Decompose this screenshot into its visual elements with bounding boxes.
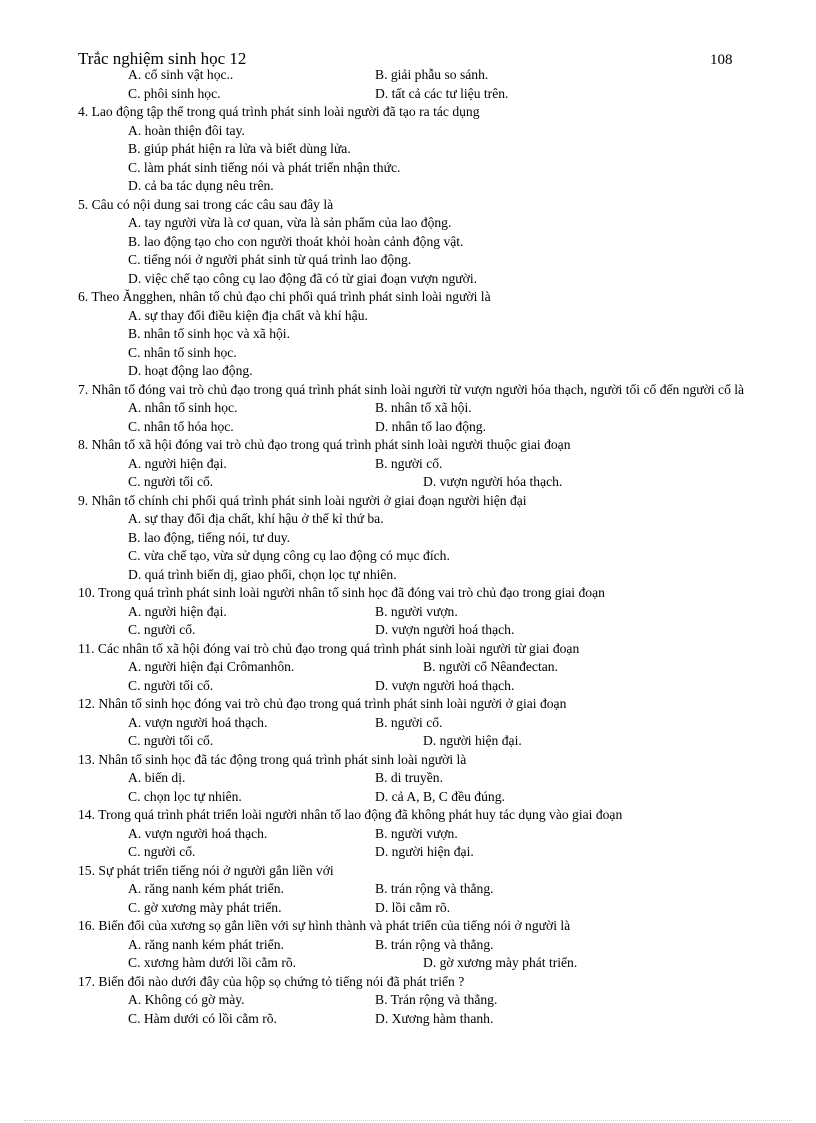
option: B. trán rộng và thẳng. bbox=[375, 936, 494, 952]
question-stem: 7. Nhân tố đóng vai trò chủ đạo trong quá trình phát sinh loài người từ vượn người hóa thạch, người tối cổ đến người cổ là bbox=[78, 381, 745, 397]
option: A. người hiện đại Crômanhôn. bbox=[128, 659, 295, 674]
option-row bbox=[78, 825, 748, 844]
option: B. Trán rộng và thẳng. bbox=[375, 992, 498, 1007]
question-stem: 6. Theo Ăngghen, nhân tố chủ đạo chi phối quá trình phát sinh loài người là bbox=[78, 289, 491, 304]
page-bottom-rule bbox=[24, 1120, 792, 1121]
option: D. người hiện đại. bbox=[375, 844, 474, 859]
option: B. giúp phát hiện ra lửa và biết dùng lửa. bbox=[128, 141, 351, 156]
option: C. xương hàm dưới lồi cằm rõ. bbox=[128, 955, 297, 970]
option-row bbox=[78, 954, 748, 973]
question-stem: 9. Nhân tố chính chi phối quá trình phát sinh loài người ở giai đoạn người hiện đại bbox=[78, 492, 527, 508]
question-stem: 11. Các nhân tố xã hội đóng vai trò chủ đạo trong quá trình phát sinh loài người từ giai đoạn bbox=[78, 640, 580, 656]
option: A. hoàn thiện đôi tay. bbox=[128, 122, 245, 138]
option: A. người hiện đại. bbox=[128, 455, 227, 471]
option: B. nhân tố sinh học và xã hội. bbox=[128, 326, 290, 341]
option: D. người hiện đại. bbox=[423, 733, 522, 748]
question-stem: 17. Biến đổi nào dưới đây của hộp sọ chứng tỏ tiếng nói đã phát triển ? bbox=[78, 973, 465, 989]
question-stem: 4. Lao động tập thể trong quá trình phát sinh loài người đã tạo ra tác dụng bbox=[78, 104, 480, 119]
option: B. trán rộng và thẳng. bbox=[375, 881, 494, 896]
option: B. di truyền. bbox=[375, 770, 443, 785]
option: A. biến dị. bbox=[128, 770, 186, 785]
option: C. gờ xương mày phát triển. bbox=[128, 899, 282, 915]
question-stem: 8. Nhân tố xã hội đóng vai trò chủ đạo trong quá trình phát sinh loài người thuộc giai đoạn bbox=[78, 437, 571, 452]
option: C. người tối cổ. bbox=[128, 677, 214, 693]
option: D. cả ba tác dụng nêu trên. bbox=[128, 178, 274, 193]
option: C. người tối cổ. bbox=[128, 733, 214, 748]
option-row bbox=[78, 769, 748, 788]
option: C. phôi sinh học. bbox=[128, 85, 221, 101]
option: D. Xương hàm thanh. bbox=[375, 1010, 494, 1026]
option-row bbox=[78, 603, 748, 622]
option-row bbox=[78, 85, 748, 104]
option: C. tiếng nói ở người phát sinh từ quá trình lao động. bbox=[128, 252, 412, 267]
option: C. người tối cổ. bbox=[128, 474, 214, 489]
option: D. quá trình biến dị, giao phối, chọn lọc tự nhiên. bbox=[128, 566, 397, 582]
option-row bbox=[78, 788, 748, 807]
option: A. vượn người hoá thạch. bbox=[128, 825, 268, 841]
option-row bbox=[78, 455, 748, 474]
option-row bbox=[78, 991, 748, 1010]
option: B. người cổ Nêanđectan. bbox=[423, 659, 558, 674]
option: A. cổ sinh vật học.. bbox=[128, 67, 234, 82]
option-row bbox=[78, 677, 748, 696]
option: D. nhân tố lao động. bbox=[375, 418, 487, 434]
option: C. nhân tố sinh học. bbox=[128, 344, 237, 360]
option: D. tất cả các tư liệu trên. bbox=[375, 85, 509, 101]
option: B. người vượn. bbox=[375, 825, 458, 841]
option: A. răng nanh kém phát triển. bbox=[128, 936, 284, 952]
question-list bbox=[78, 66, 748, 1028]
option: D. hoạt động lao động. bbox=[128, 363, 253, 378]
option: D. vượn người hoá thạch. bbox=[375, 622, 515, 637]
option: C. vừa chế tạo, vừa sử dụng công cụ lao động có mục đích. bbox=[128, 548, 450, 563]
option: C. nhân tố hóa học. bbox=[128, 418, 234, 434]
option-row bbox=[78, 1010, 748, 1029]
header-title: Trắc nghiệm sinh học 12 bbox=[78, 49, 247, 68]
option: B. giải phẫu so sánh. bbox=[375, 67, 489, 82]
option: B. người cổ. bbox=[375, 455, 443, 471]
option-row bbox=[78, 473, 748, 492]
option: A. răng nanh kém phát triển. bbox=[128, 881, 284, 896]
question-stem: 12. Nhân tố sinh học đóng vai trò chủ đạo trong quá trình phát sinh loài người ở giai đoạn bbox=[78, 696, 567, 711]
question-stem: 10. Trong quá trình phát sinh loài người nhân tố sinh học đã đóng vai trò chủ đạo trong giai đoạn bbox=[78, 585, 605, 600]
option: D. vượn người hoá thạch. bbox=[375, 677, 515, 693]
option: A. sự thay đổi địa chất, khí hậu ở thế kỉ thứ ba. bbox=[128, 511, 384, 526]
option-row bbox=[78, 880, 748, 899]
option: C. người cổ. bbox=[128, 622, 196, 637]
option-row bbox=[78, 714, 748, 733]
question-stem: 15. Sự phát triển tiếng nói ở người gắn liền với bbox=[78, 862, 334, 878]
option: D. lồi cằm rõ. bbox=[375, 899, 451, 915]
option: A. sự thay đổi điều kiện địa chất và khí hậu. bbox=[128, 307, 368, 323]
option: B. nhân tố xã hội. bbox=[375, 400, 472, 415]
option-row bbox=[78, 843, 748, 862]
question-stem: 13. Nhân tố sinh học đã tác động trong quá trình phát sinh loài người là bbox=[78, 751, 467, 767]
option-row bbox=[78, 899, 748, 918]
option-row bbox=[78, 399, 748, 418]
question-stem: 16. Biến đổi của xương sọ gắn liền với sự hình thành và phát triển của tiếng nói ở người là bbox=[78, 918, 571, 933]
option: C. chọn lọc tự nhiên. bbox=[128, 788, 242, 804]
option-row bbox=[78, 66, 748, 85]
option: C. làm phát sinh tiếng nói và phát triển nhận thức. bbox=[128, 159, 401, 175]
option: C. Hàm dưới có lồi cằm rõ. bbox=[128, 1010, 277, 1026]
option: B. lao động tạo cho con người thoát khỏi hoàn cảnh động vật. bbox=[128, 233, 464, 249]
option: A. nhân tố sinh học. bbox=[128, 400, 238, 415]
option-row bbox=[78, 732, 748, 751]
option: D. cả A, B, C đều đúng. bbox=[375, 788, 505, 804]
option-row bbox=[78, 418, 748, 437]
option: D. gờ xương mày phát triển. bbox=[423, 955, 578, 970]
option: B. người vượn. bbox=[375, 603, 458, 619]
option: D. việc chế tạo công cụ lao động đã có từ giai đoạn vượn người. bbox=[128, 270, 478, 286]
option-row bbox=[78, 658, 748, 677]
option: A. tay người vừa là cơ quan, vừa là sản phẩm của lao động. bbox=[128, 215, 452, 230]
question-stem: 14. Trong quá trình phát triển loài người nhân tố lao động đã không phát huy tác dụng vào giai đoạn bbox=[78, 807, 623, 822]
question-stem: 5. Câu có nội dung sai trong các câu sau đây là bbox=[78, 196, 334, 212]
option: A. vượn người hoá thạch. bbox=[128, 714, 268, 730]
option-row bbox=[78, 621, 748, 640]
option: B. người cổ. bbox=[375, 714, 443, 730]
page-number: 108 bbox=[710, 52, 733, 68]
option: D. vượn người hóa thạch. bbox=[423, 474, 563, 489]
option: B. lao động, tiếng nói, tư duy. bbox=[128, 529, 291, 545]
option: C. người cổ. bbox=[128, 844, 196, 859]
option: A. người hiện đại. bbox=[128, 603, 227, 619]
option: A. Không có gờ mày. bbox=[128, 992, 245, 1007]
option-row bbox=[78, 936, 748, 955]
